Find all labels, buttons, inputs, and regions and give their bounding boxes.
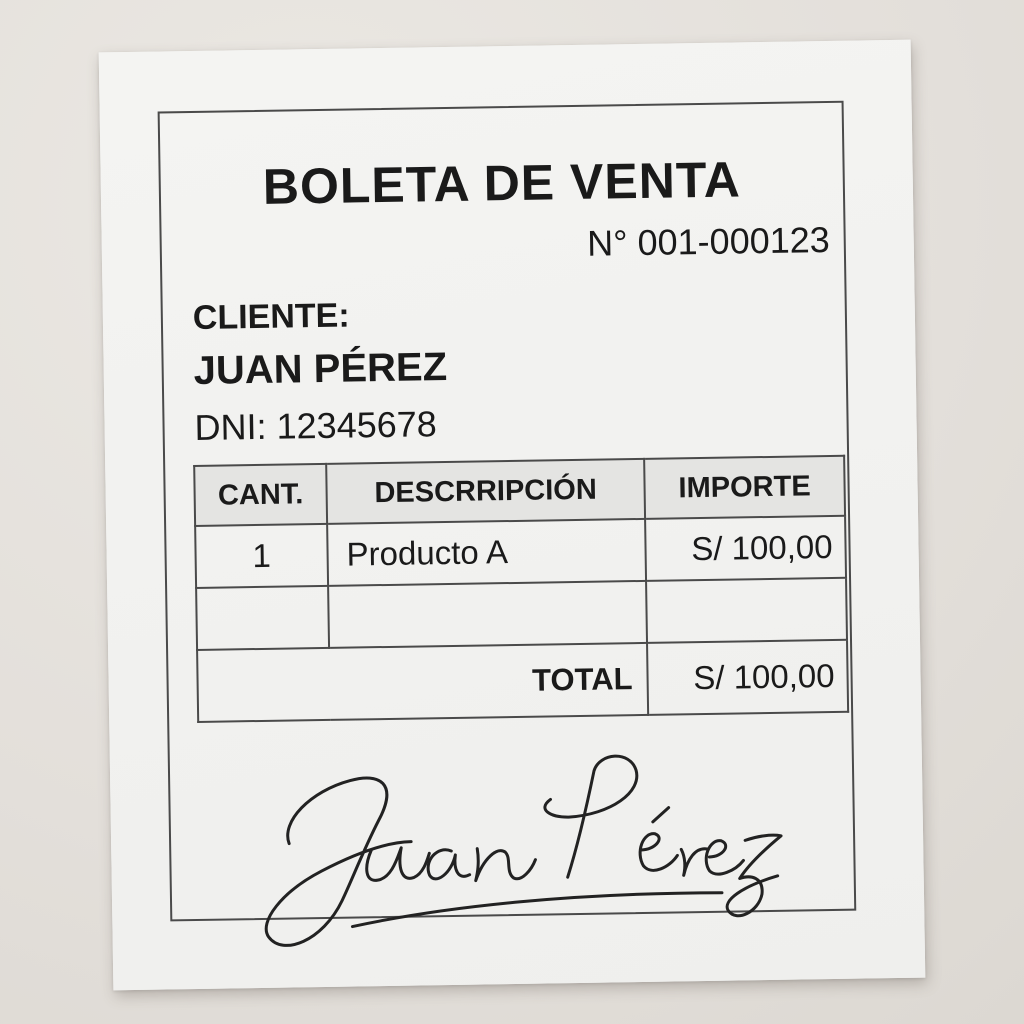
table-row <box>196 578 847 650</box>
row-description: Producto A <box>327 519 646 586</box>
signature-graphic <box>250 744 793 962</box>
client-label: CLIENTE: <box>192 296 350 337</box>
row-amount <box>646 578 847 643</box>
client-name: JUAN PÉREZ <box>193 345 448 393</box>
receipt-paper <box>99 40 926 991</box>
header-amount: IMPORTE <box>644 456 845 519</box>
total-amount: S/ 100,00 <box>647 640 848 715</box>
header-description: DESCRRIPCIÓN <box>326 459 645 524</box>
row-amount: S/ 100,00 <box>645 516 846 581</box>
header-qty: CANT. <box>194 464 327 526</box>
row-qty: 1 <box>195 524 328 588</box>
client-dni: DNI: 12345678 <box>194 403 438 448</box>
total-label: TOTAL <box>197 643 648 722</box>
row-qty <box>196 586 329 650</box>
document-title: BOLETA DE VENTA <box>262 151 742 215</box>
total-row <box>197 640 848 722</box>
items-table <box>193 455 849 723</box>
document-number: N° 001-000123 <box>586 218 831 264</box>
table-row <box>195 516 846 588</box>
row-description <box>328 581 647 648</box>
table-header-row <box>194 456 845 526</box>
receipt-border <box>158 101 857 922</box>
